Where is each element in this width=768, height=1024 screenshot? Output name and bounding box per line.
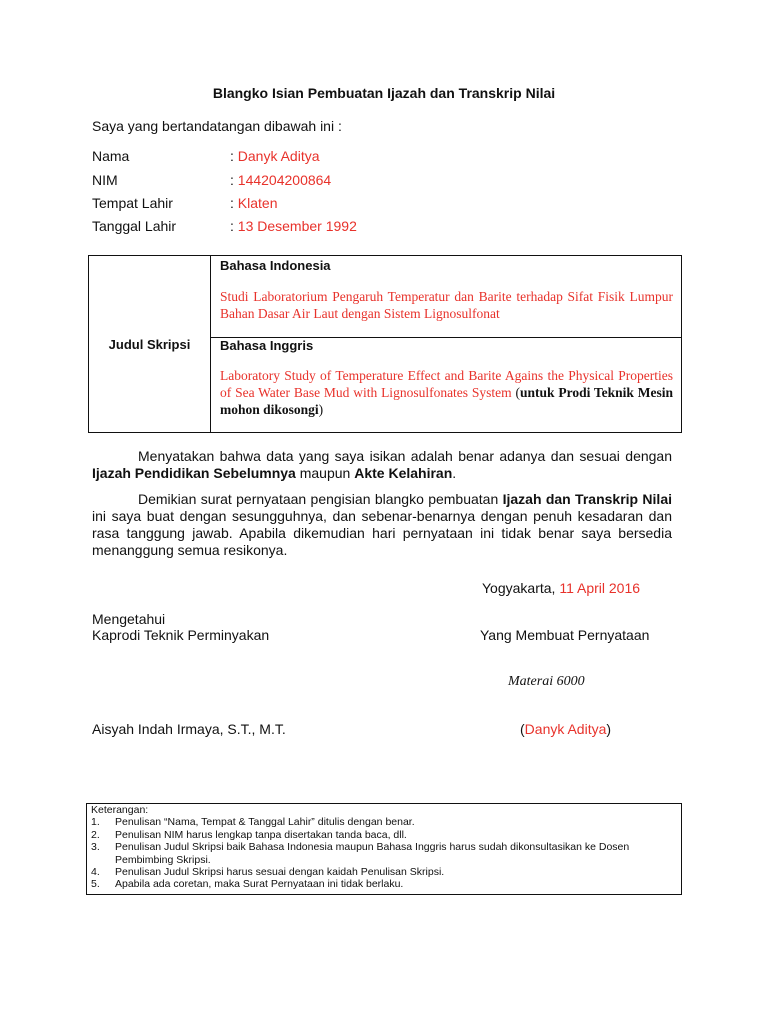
materai-placeholder: Materai 6000 (508, 674, 585, 689)
pembuat-label: Yang Membuat Pernyataan (480, 627, 650, 643)
document-title: Blangko Isian Pembuatan Ijazah dan Transkrip Nilai (212, 85, 556, 101)
keterangan-heading: Keterangan: (91, 804, 149, 816)
field-value-nama: : Danyk Aditya (230, 148, 320, 164)
field-value-tempat-lahir: : Klaten (230, 195, 278, 211)
statement-paragraph-2: Demikian surat pernyataan pengisian blangko pembuatan Ijazah dan Transkrip Nilai ini saya buat dengan sesungguhnya, dan sebenar-benarnya dengan penuh kesadaran dan rasa tanggung jawab. Apabila dikemudian hari pernyataan ini tidak benar saya bersedia menanggung semua resikonya. (92, 491, 672, 558)
kaprodi-name: Aisyah Indah Irmaya, S.T., M.T. (92, 721, 286, 737)
field-label-nama: Nama (92, 148, 130, 164)
keterangan-item: 4. Penulisan Judul Skripsi harus sesuai dengan kaidah Penulisan Skripsi. (91, 866, 445, 879)
keterangan-item: 3. Penulisan Judul Skripsi baik Bahasa Indonesia maupun Bahasa Inggris harus sudah dikonsultasikan ke Dosen Pembimbing Skripsi. (91, 841, 630, 866)
judul-skripsi-table (88, 255, 682, 433)
keterangan-item: 1. Penulisan “Nama, Tempat & Tanggal Lahir” ditulis dengan benar. (91, 816, 415, 829)
field-label-tempat-lahir: Tempat Lahir (92, 195, 173, 211)
intro-text: Saya yang bertandatangan dibawah ini : (92, 118, 342, 134)
judul-indonesia-cell (211, 256, 681, 338)
statement-paragraph-1: Menyatakan bahwa data yang saya isikan adalah benar adanya dan sesuai dengan Ijazah Pendidikan Sebelumnya maupun Akte Kelahiran. (92, 448, 672, 481)
field-label-tanggal-lahir: Tanggal Lahir (92, 218, 177, 234)
place-date: Yogyakarta, 11 April 2016 (482, 580, 641, 596)
judul-inggris-text: Laboratory Study of Temperature Effect and Barite Agains the Physical Properties of Sea Water Base Mud with Lignosulfonates System (untuk Prodi Teknik Mesin mohon dikosongi) (220, 368, 674, 417)
signing-date: 11 April 2016 (559, 580, 641, 596)
field-label-nim: NIM (92, 172, 118, 188)
keterangan-box (86, 803, 682, 895)
judul-indonesia-text: Studi Laboratorium Pengaruh Temperatur dan Barite terhadap Sifat Fisik Lumpur Bahan Dasar Air Laut dengan Sistem Lignosulfonat (220, 289, 673, 321)
judul-skripsi-label: Judul Skripsi (89, 256, 211, 432)
judul-inggris-title: Laboratory Study of Temperature Effect and Barite Agains the Physical Properties of Sea Water Base Mud with Lignosulfonates System (220, 368, 673, 400)
judul-indonesia-heading: Bahasa Indonesia (220, 258, 331, 273)
judul-skripsi-content (211, 256, 681, 432)
field-value-nim: : 144204200864 (230, 172, 332, 188)
judul-inggris-note: untuk Prodi Teknik Mesin mohon dikosongi (220, 385, 674, 417)
mengetahui-label: Mengetahui (92, 611, 166, 627)
judul-inggris-cell (211, 337, 681, 432)
field-value-tanggal-lahir: : 13 Desember 1992 (230, 218, 357, 234)
keterangan-item: 2. Penulisan NIM harus lengkap tanpa disertakan tanda baca, dll. (91, 828, 407, 841)
keterangan-item: 5. Apabila ada coretan, maka Surat Pernyataan ini tidak berlaku. (91, 878, 404, 891)
signer-name: (Danyk Aditya) (520, 721, 612, 737)
kaprodi-label: Kaprodi Teknik Perminyakan (92, 627, 270, 643)
judul-inggris-heading: Bahasa Inggris (220, 338, 314, 353)
